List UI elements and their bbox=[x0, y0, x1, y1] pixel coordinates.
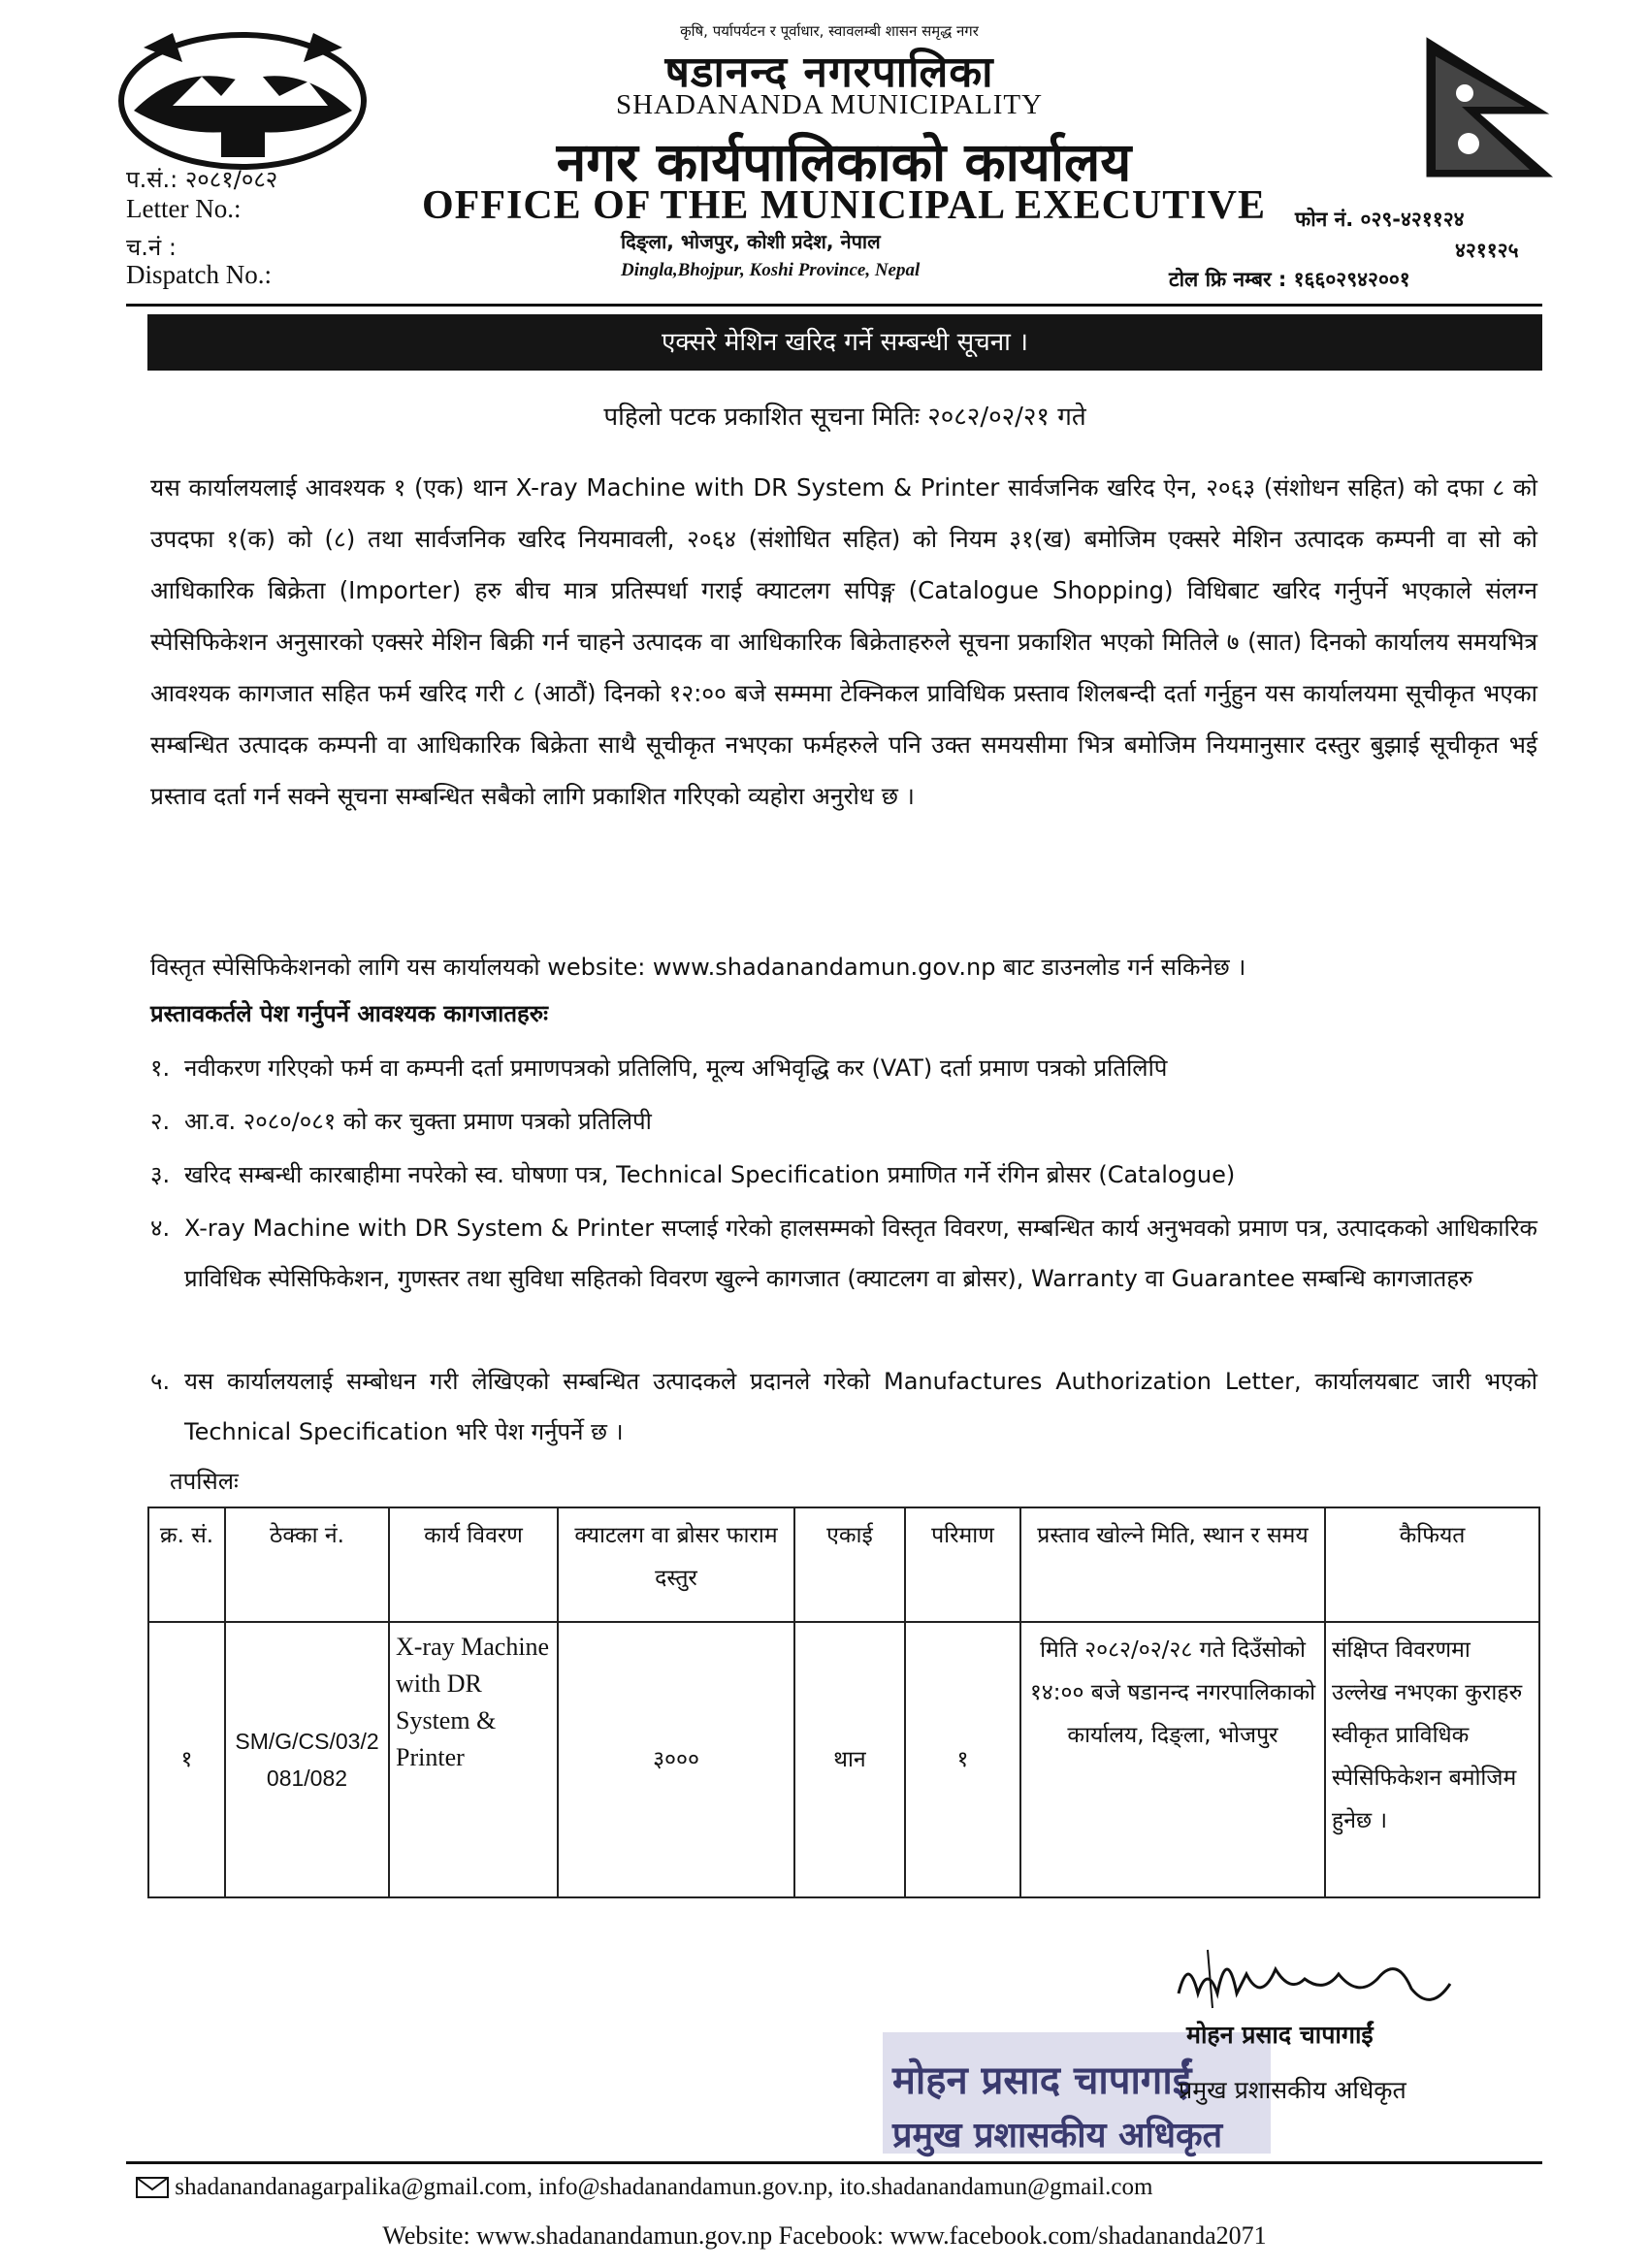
table-row bbox=[148, 1622, 1539, 1897]
phone-number-2: ४२११२५ bbox=[1455, 239, 1519, 262]
doc-item bbox=[150, 1150, 1537, 1200]
stamp-name: मोहन प्रसाद चापागाईं bbox=[892, 2058, 1192, 2103]
office-name-english: OFFICE OF THE MUNICIPAL EXECUTIVE bbox=[422, 183, 1266, 228]
col-header-quantity: परिमाण bbox=[905, 1507, 1020, 1622]
emblem-logo bbox=[114, 23, 372, 171]
cell-sn: १ bbox=[148, 1622, 225, 1897]
nepal-flag-icon bbox=[1418, 35, 1573, 180]
footer-divider bbox=[126, 2161, 1542, 2164]
docs-heading: प्रस्तावकर्तले पेश गर्नुपर्ने आवश्यक कागजातहरुः bbox=[150, 1000, 549, 1027]
col-header-remarks: कैफियत bbox=[1325, 1507, 1539, 1622]
doc-item-number: ४. bbox=[150, 1215, 171, 1242]
cell-unit: थान bbox=[794, 1622, 905, 1897]
doc-item-number: ५. bbox=[150, 1368, 171, 1395]
col-header-sn: क्र. सं. bbox=[148, 1507, 225, 1622]
doc-item bbox=[150, 1356, 1537, 1457]
municipality-name-english: SHADANANDA MUNICIPALITY bbox=[615, 89, 1044, 120]
col-header-description: कार्य विवरण bbox=[389, 1507, 558, 1622]
notice-body: यस कार्यालयलाई आवश्यक १ (एक) थान X-ray Machine with DR System & Printer सार्वजनिक खरिद ऐन, २०६३ (संशोधन सहित) को दफा ८ को उपदफा १(क) को (८) तथा सार्वजनिक खरिद नियमावली, २०६४ (संशोधित सहित) को नियम ३१(ख) बमोजिम एक्सरे मेशिन उत्पादक कम्पनी वा सो को आधिकारिक बिक्रेता (Importer) हरु बीच मात्र प्रतिस्पर्धा गराई क्याटलग सपिङ्ग (Catalogue Shopping) विधिबाट खरिद गर्नुपर्ने भएकाले संलग्न स्पेसिफिकेशन अनुसारको एक्सरे मेशिन बिक्री गर्न चाहने उत्पादक वा आधिकारिक बिक्रेताहरुले सूचना प्रकाशित भएको मितिले ७ (सात) दिनको कार्यालय समयभित्र आवश्यक कागजात सहित फर्म खरिद गरी ८ (आठौं) दिनको १२:०० बजे सम्ममा टेक्निकल प्राविधिक प्रस्ताव शिलबन्दी दर्ता गर्नुहुन यस कार्यालयमा सूचीकृत भएका सम्बन्धित उत्पादक कम्पनी वा आधिकारिक बिक्रेता साथै सूचीकृत नभएका फर्महरुले पनि उक्त समयसीमा भित्र बमोजिम नियमानुसार दस्तुर बुझाई सूचीकृत भई प्रस्ताव दर्ता गर्न सक्ने सूचना सम्बन्धित सबैको लागि प्रकाशित गरिएको व्यहोरा अनुरोध छ । bbox=[150, 473, 1537, 810]
notice-title-banner: एक्सरे मेशिन खरिद गर्ने सम्बन्धी सूचना । bbox=[147, 314, 1542, 371]
footer-emails-text: shadanandanagarpalika@gmail.com, info@shadanandamun.gov.np, ito.shadanandamun@gmail.com bbox=[175, 2174, 1153, 2200]
col-header-contract-no: ठेक्का नं. bbox=[225, 1507, 389, 1622]
address-nepali: दिङ्ला, भोजपुर, कोशी प्रदेश, नेपाल bbox=[621, 230, 881, 253]
header-divider bbox=[126, 304, 1542, 307]
dispatch-no-english: Dispatch No.: bbox=[126, 260, 272, 289]
doc-item-text: नवीकरण गरिएको फर्म वा कम्पनी दर्ता प्रमाणपत्रको प्रतिलिपि, मूल्य अभिवृद्धि कर (VAT) दर्ता प्रमाण पत्रको प्रतिलिपि bbox=[184, 1054, 1168, 1082]
doc-item-text: यस कार्यालयलाई सम्बोधन गरी लेखिएको सम्बन्धित उत्पादकले प्रदानले गरेको Manufactures Authorization Letter, कार्यालयबाट जारी भएको Technical Specification भरि पेश गर्नुपर्ने छ । bbox=[184, 1368, 1537, 1445]
doc-item-number: ३. bbox=[150, 1161, 171, 1188]
letter-no-english: Letter No.: bbox=[126, 194, 242, 223]
doc-item-text: X-ray Machine with DR System & Printer सप्लाई गरेको हालसम्मको विस्तृत विवरण, सम्बन्धित कार्य अनुभवको प्रमाण पत्र, उत्पादकको आधिकारिक प्राविधिक स्पेसिफिकेशन, गुणस्तर तथा सुविधा सहितको विवरण खुल्ने कागजात (क्याटलग वा ब्रोसर), Warranty वा Guarantee सम्बन्धि कागजातहरु bbox=[184, 1215, 1537, 1292]
cell-opening: मिति २०८२/०२/२८ गते दिउँसोको १४:०० बजे षडानन्द नगरपालिकाको कार्यालय, दिङ्ला, भोजपुर bbox=[1020, 1622, 1325, 1897]
col-header-opening: प्रस्ताव खोल्ने मिति, स्थान र समय bbox=[1020, 1507, 1325, 1622]
footer-website-facebook: Website: www.shadanandamun.gov.np Facebook: www.facebook.com/shadananda2071 bbox=[382, 2221, 1267, 2250]
publication-date: पहिलो पटक प्रकाशित सूचना मितिः २०८२/०२/२१ गते bbox=[603, 403, 1086, 432]
toll-free-number: टोल फ्रि नम्बर : १६६०२९४२००१ bbox=[1169, 268, 1410, 291]
doc-item-number: २. bbox=[150, 1108, 171, 1135]
office-name-nepali: नगर कार्यपालिकाको कार्यालय bbox=[556, 131, 1132, 193]
website-line: विस्तृत स्पेसिफिकेशनको लागि यस कार्यालयको website: www.shadanandamun.gov.np बाट डाउनलोड गर्न सकिनेछ । bbox=[150, 954, 1246, 981]
doc-item bbox=[150, 1096, 1537, 1147]
dispatch-no-nepali: च.नं : bbox=[126, 234, 177, 261]
doc-item-text: खरिद सम्बन्धी कारबाहीमा नपरेको स्व. घोषणा पत्र, Technical Specification प्रमाणित गर्ने रंगिन ब्रोसर (Catalogue) bbox=[184, 1161, 1236, 1188]
address-english: Dingla,Bhojpur, Koshi Province, Nepal bbox=[621, 260, 921, 280]
cell-fee: ३००० bbox=[558, 1622, 794, 1897]
cell-remarks: संक्षिप्त विवरणमा उल्लेख नभएका कुराहरु स्वीकृत प्राविधिक स्पेसिफिकेशन बमोजिम हुनेछ । bbox=[1325, 1622, 1539, 1897]
footer-emails bbox=[136, 2173, 1152, 2201]
signatory-title: प्रमुख प्रशासकीय अधिकृत bbox=[1179, 2076, 1406, 2104]
table-header-row bbox=[148, 1507, 1539, 1622]
signature-image bbox=[1169, 1935, 1460, 2023]
doc-item bbox=[150, 1043, 1537, 1093]
cell-contract-no: SM/G/CS/03/2081/082 bbox=[225, 1622, 389, 1897]
schedule-label: तपसिलः bbox=[170, 1468, 239, 1495]
mail-icon bbox=[136, 2177, 169, 2198]
col-header-unit: एकाई bbox=[794, 1507, 905, 1622]
cell-description: X-ray Machine with DR System & Printer bbox=[389, 1622, 558, 1897]
municipality-name-nepali: षडानन्द नगरपालिका bbox=[664, 48, 994, 97]
doc-item bbox=[150, 1203, 1537, 1304]
stamp-title: प्रमुख प्रशासकीय अधिकृत bbox=[892, 2116, 1223, 2155]
doc-item-text: आ.व. २०८०/०८१ को कर चुक्ता प्रमाण पत्रको प्रतिलिपी bbox=[184, 1108, 652, 1135]
doc-item-number: १. bbox=[150, 1054, 171, 1082]
slogan: कृषि, पर्यापर्यटन र पूर्वाधार, स्वावलम्बी शासन समृद्ध नगर bbox=[680, 22, 979, 40]
letter-no-nepali: प.सं.: २०८१/०८२ bbox=[126, 166, 278, 193]
tender-table bbox=[147, 1507, 1540, 1898]
cell-quantity: १ bbox=[905, 1622, 1020, 1897]
signatory-name: मोहन प्रसाद चापागाईं bbox=[1186, 2021, 1374, 2049]
phone-number: फोन नं. ०२९-४२११२४ bbox=[1295, 208, 1465, 231]
col-header-fee: क्याटलग वा ब्रोसर फाराम दस्तुर bbox=[558, 1507, 794, 1622]
